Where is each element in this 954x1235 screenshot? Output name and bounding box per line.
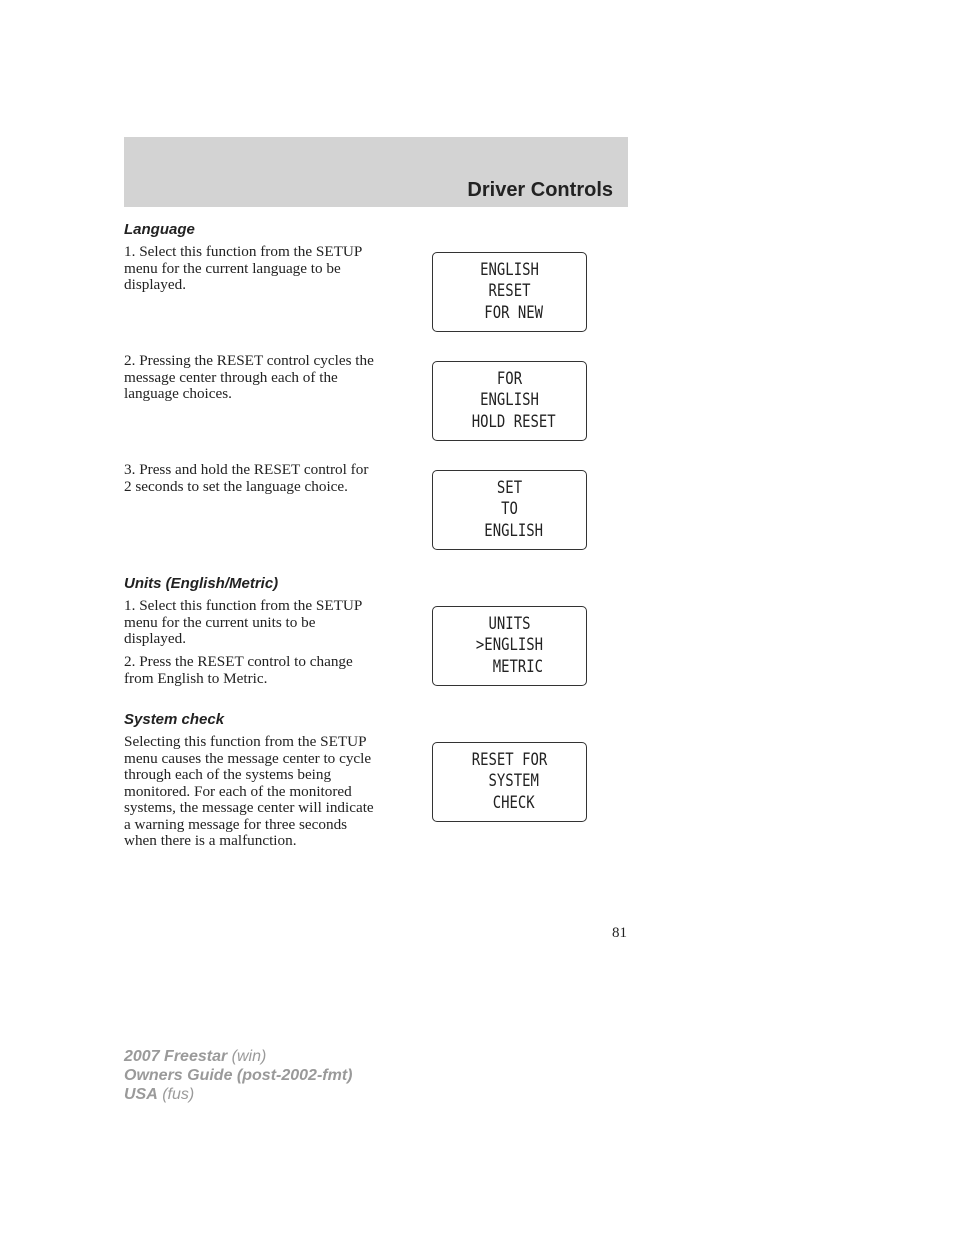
display-line: FOR: [496, 368, 523, 389]
language-heading: Language: [124, 221, 195, 238]
system-check-heading: System check: [124, 711, 225, 728]
display-line: ENGLISH: [480, 259, 539, 280]
footer-market: USA: [124, 1086, 158, 1103]
display-line: RESET FOR: [471, 749, 548, 770]
language-step-1: 1. Select this function from the SETUP menu for the current language to be displayed.: [124, 243, 362, 293]
footer-model-code: (win): [227, 1048, 267, 1065]
message-display-english-reset: [432, 252, 587, 332]
display-line: FOR NEW: [475, 302, 544, 323]
message-display-system-check: [432, 742, 587, 822]
display-line: ENGLISH: [475, 520, 544, 541]
display-line: >ENGLISH: [475, 635, 544, 656]
message-display-set-english: [432, 470, 587, 550]
units-step-2: 2. Press the RESET control to change from English to Metric.: [124, 653, 353, 687]
language-step-3: 3. Press and hold the RESET control for 2 seconds to set the language choice.: [124, 461, 369, 495]
display-line: CHECK: [484, 792, 535, 813]
message-display-hold-reset: [432, 361, 587, 441]
footer-model: 2007 Freestar: [124, 1048, 228, 1065]
display-line: TO: [501, 499, 518, 520]
footer-line-1: [124, 1047, 352, 1066]
display-line: SYSTEM: [480, 771, 539, 792]
display-line: ENGLISH: [480, 390, 539, 411]
system-check-text: Selecting this function from the SETUP menu causes the message center to cycle through each of the systems being monitored. For each of the monitored systems, the message center will indicate a warning message for three seconds when there is a malfunction.: [124, 733, 374, 849]
page-number: 81: [612, 925, 627, 941]
display-line: HOLD RESET: [463, 411, 556, 432]
footer-market-code: (fus): [157, 1086, 195, 1103]
footer-line-3: [124, 1085, 352, 1104]
language-step-2: 2. Pressing the RESET control cycles the message center through each of the language choices.: [124, 352, 374, 402]
section-title: Driver Controls: [467, 179, 613, 201]
units-heading: Units (English/Metric): [124, 575, 279, 592]
display-line: RESET: [488, 281, 531, 302]
footer-line-2: [124, 1066, 352, 1085]
units-step-1: 1. Select this function from the SETUP menu for the current units to be displayed.: [124, 597, 362, 647]
display-line: UNITS: [488, 613, 531, 634]
footer-guide: Owners Guide (post-2002-fmt): [124, 1067, 353, 1084]
message-display-units: [432, 606, 587, 686]
header-band: [124, 137, 628, 207]
display-line: METRIC: [475, 656, 544, 677]
document-footer: [124, 1047, 352, 1104]
display-line: SET: [496, 477, 523, 498]
